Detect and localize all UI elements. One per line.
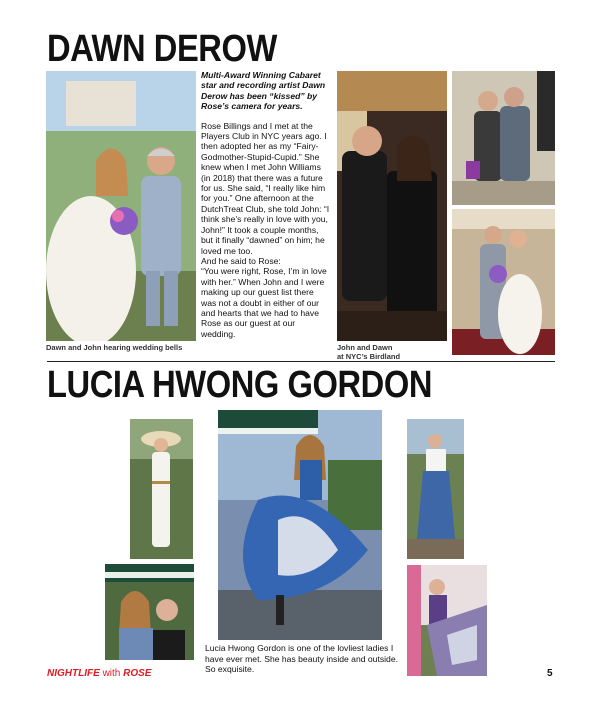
footer-brand bbox=[47, 668, 151, 679]
footer-brand-rose: ROSE bbox=[123, 668, 152, 679]
caption-birdland-line2: at NYC’s Birdland bbox=[337, 352, 401, 361]
section-title-dawn: DAWN DEROW bbox=[47, 28, 277, 70]
section-divider bbox=[47, 361, 555, 362]
caption-birdland bbox=[337, 343, 400, 361]
lucia-caption: Lucia Hwong Gordon is one of the lovliest ladies I have ever met. She has beauty inside and outside. So exquisite. bbox=[205, 643, 399, 675]
footer-brand-nightlife: NIGHTLIFE bbox=[47, 668, 100, 679]
lucia-right-bottom-photo bbox=[407, 565, 487, 676]
lucia-white-outfit-photo bbox=[130, 419, 193, 559]
caption-wedding: Dawn and John hearing wedding bells bbox=[46, 343, 183, 352]
lucia-friends-photo bbox=[105, 564, 194, 660]
kiss-photo bbox=[452, 71, 555, 205]
footer-brand-with: with bbox=[102, 668, 121, 679]
caption-birdland-line1: John and Dawn bbox=[337, 343, 393, 352]
page-number: 5 bbox=[547, 668, 553, 679]
birdland-photo bbox=[337, 71, 447, 341]
lucia-center-photo bbox=[218, 410, 382, 640]
dawn-story-text: Rose Billings and I met at the Players Club in NYC years ago. I then adopted her as my “Fairy-Godmother-Stupid-Cupid.” She knew when I met John Williams (in 2018) that there was a future for us. She said, “I really like him for you.” One afternoon at the DutchTreat Club, she told John: “I think she’s really in love with you, John!” It took a couple months, but it finally “dawned” on him; he loved me too. And he said to Rose: “You were right, Rose, I’m in love with her.” When John and I were making up our guest list there was not a doubt in either of our and hearts that we had to have Rose as our guest at our wedding. bbox=[201, 120, 330, 339]
couple-photo bbox=[452, 209, 555, 355]
section-title-lucia: LUCIA HWONG GORDON bbox=[47, 364, 432, 406]
lucia-right-top-photo bbox=[407, 419, 464, 559]
wedding-photo bbox=[46, 71, 196, 341]
dawn-intro: Multi-Award Winning Cabaret star and recording artist Dawn Derow has been “kissed” by Rose’s camera for years. bbox=[201, 70, 326, 112]
dawn-story bbox=[201, 70, 331, 348]
